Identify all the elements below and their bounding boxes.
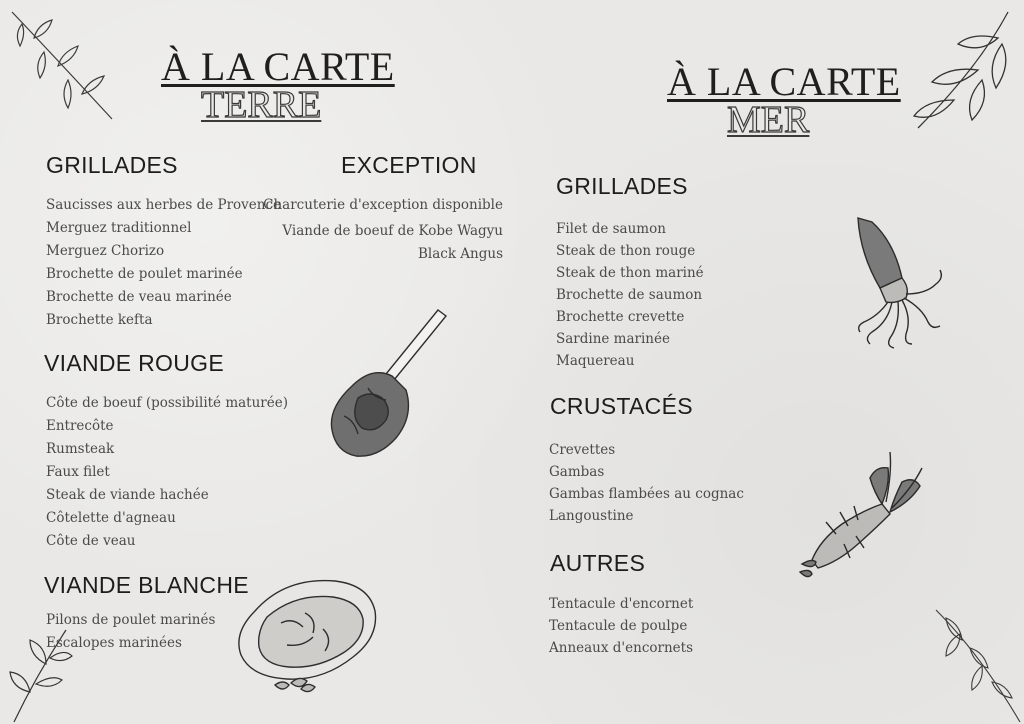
leaf-branch-icon [898,8,1018,133]
steak-icon [235,573,383,701]
section-heading-exception: EXCEPTION [341,152,477,178]
page-title: À LA CARTE [161,44,395,89]
lobster-icon [796,450,930,580]
list-item: Steak de viande hachée [46,487,209,503]
list-item: Maquereau [556,353,635,369]
viande-rouge-list [46,392,288,553]
grillades-list [46,194,281,332]
list-item: Tentacule d'encornet [549,596,694,612]
list-item: Brochette kefta [46,312,153,328]
list-item: Sardine marinée [556,331,670,347]
list-item: Rumsteak [46,441,115,457]
section-heading-crustaces: CRUSTACÉS [550,393,693,419]
list-item: Merguez traditionnel [46,220,192,236]
list-item: Pilons de poulet marinés [46,612,216,628]
list-item: Brochette de poulet marinée [46,266,243,282]
list-item: Anneaux d'encornets [549,640,693,656]
page-subtitle: MER [727,99,810,141]
list-item: Escalopes marinées [46,635,182,651]
list-item: Filet de saumon [556,221,666,237]
squid-icon [852,214,952,360]
crustaces-list [549,439,744,527]
page-subtitle: TERRE [201,84,322,126]
list-item: Entrecôte [46,418,114,434]
section-heading-autres: AUTRES [550,550,646,576]
viande-blanche-list [46,609,215,655]
section-heading-grillades: GRILLADES [46,152,178,178]
list-item: Tentacule de poulpe [549,618,688,634]
list-item: Steak de thon mariné [556,265,704,281]
autres-list [549,593,693,659]
list-item: Langoustine [549,508,634,524]
list-item: Faux filet [46,464,110,480]
list-item: Gambas flambées au cognac [549,486,744,502]
page-title: À LA CARTE [667,59,901,104]
list-item: Viande de boeuf de Kobe Wagyu [282,223,503,239]
exception-list [263,194,503,266]
list-item: Saucisses aux herbes de Provence [46,197,282,213]
list-item: Côte de veau [46,533,136,549]
list-item: Brochette de saumon [556,287,703,303]
list-item: Brochette de veau marinée [46,289,232,305]
list-item: Côtelette d'agneau [46,510,176,526]
herb-branch-icon [930,604,1024,724]
grillades-list [556,218,704,372]
tomahawk-steak-icon [328,306,452,458]
list-item: Merguez Chorizo [46,243,165,259]
section-heading-viande-rouge: VIANDE ROUGE [44,350,224,376]
list-item: Steak de thon rouge [556,243,696,259]
herb-branch-icon [2,4,122,124]
list-item: Brochette crevette [556,309,685,325]
list-item: Black Angus [417,246,503,262]
list-item: Charcuterie d'exception disponible [263,197,503,213]
list-item: Crevettes [549,442,616,458]
list-item: Côte de boeuf (possibilité maturée) [46,395,289,411]
list-item: Gambas [549,464,605,480]
section-heading-viande-blanche: VIANDE BLANCHE [44,572,249,598]
section-heading-grillades: GRILLADES [556,173,688,199]
